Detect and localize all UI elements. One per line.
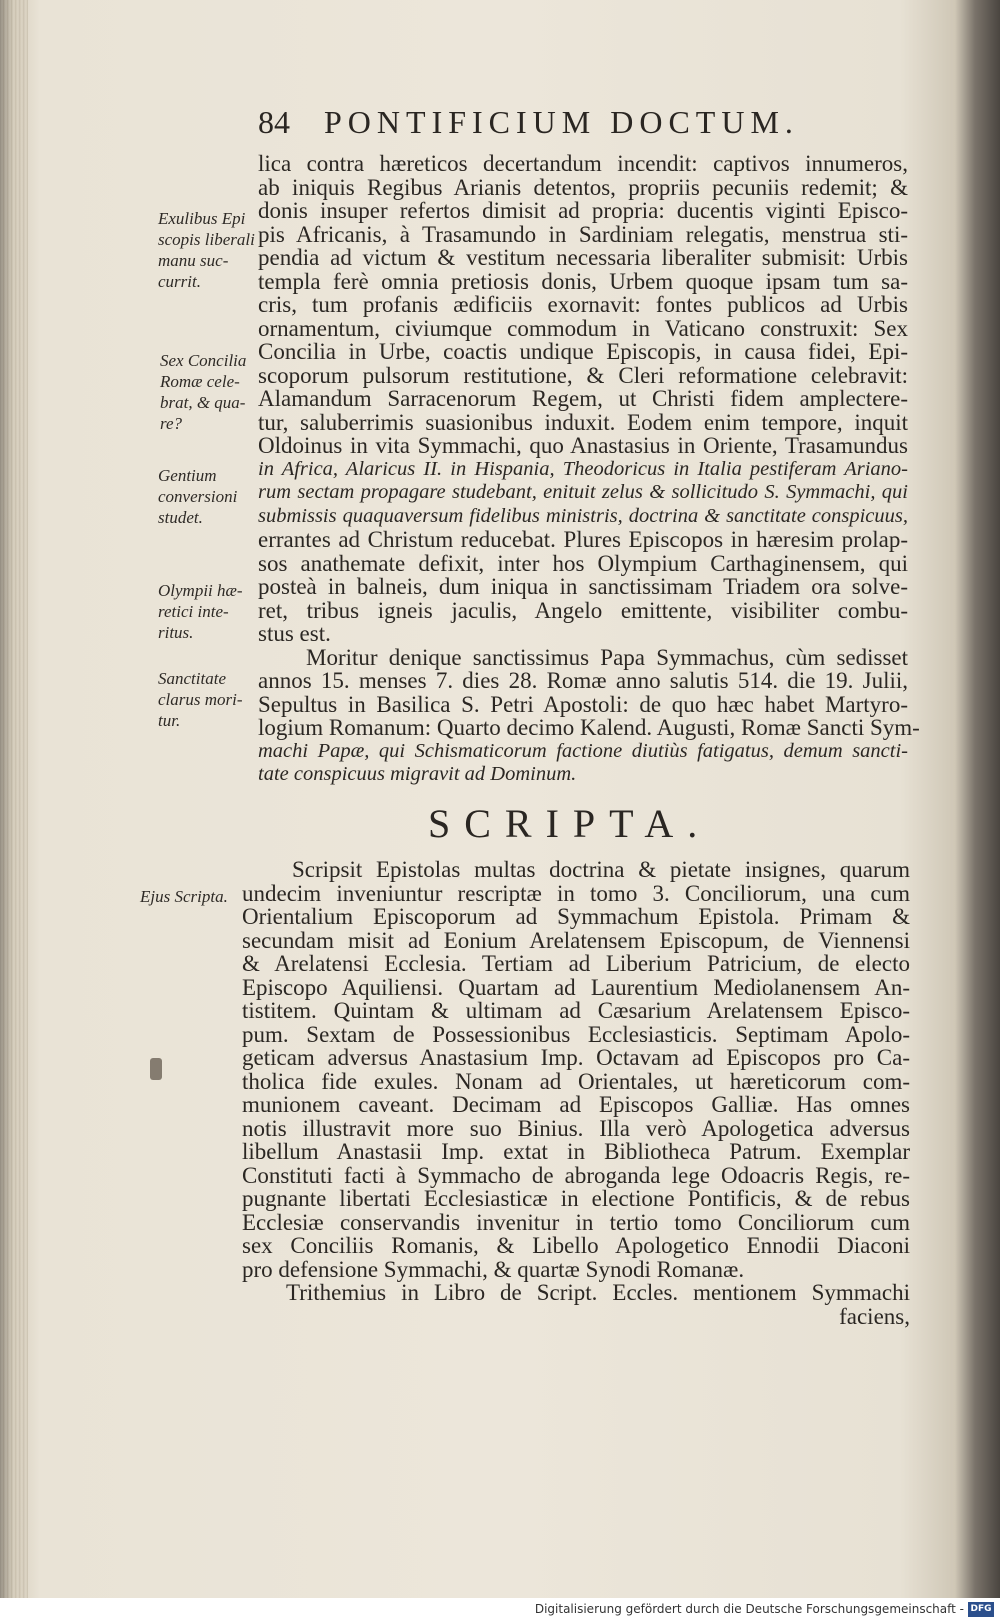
body-line: pum. Sextam de Possessionibus Ecclesiasticis. Septimam Apolo-: [242, 1021, 910, 1047]
body-line: in Africa, Alaricus II. in Hispania, Theodoricus in Italia pestiferam Ariano-: [258, 457, 908, 480]
margin-note-line: re?: [160, 414, 183, 433]
body-line: machi Papæ, qui Schismaticorum factione diutiùs fatigatus, demum sancti-: [258, 739, 908, 762]
margin-note-line: Romæ cele-: [160, 372, 240, 391]
body-line: posteà in balneis, dum iniqua in sanctissimam Triadem ora solve-: [258, 574, 908, 599]
body-line: ret, tribus igneis jaculis, Angelo emittente, visibiliter combu-: [258, 597, 908, 623]
body-line: Episcopo Aquiliensi. Quartam ad Laurentium Mediolanensem An-: [242, 974, 910, 1000]
margin-note-line: tur.: [158, 711, 181, 730]
margin-note-gentium: [158, 465, 237, 528]
margin-note-sanctitate: [158, 668, 243, 731]
body-line: munionem caveant. Decimam ad Episcopos Galliæ. Has omnes: [242, 1092, 910, 1117]
body-line: lica contra hæreticos decertandum incendit: captivos innumeros,: [258, 151, 908, 176]
body-line: pendia ad victum & vestitum necessaria liberaliter submisit: Urbis: [258, 245, 908, 270]
margin-note-line: Sex Concilia: [160, 351, 247, 370]
body-line: geticam adversus Anastasium Imp. Octavam ad Episcopos pro Ca-: [242, 1045, 910, 1070]
body-line: faciens,: [839, 1303, 910, 1329]
body-line: errantes ad Christum reducebat. Plures Episcopos in hæresim prolap-: [258, 527, 908, 552]
ink-stain: [150, 1058, 162, 1080]
margin-note-line: retici inte-: [158, 602, 229, 621]
margin-note-line: Exulibus Epi: [158, 209, 246, 228]
body-line: Sepultus in Basilica S. Petri Apostoli: de quo hæc habet Martyro-: [258, 691, 908, 717]
running-title: PONTIFICIUM DOCTUM.: [324, 104, 799, 140]
body-line: Trithemius in Libro de Script. Eccles. mentionem Symmachi: [286, 1280, 910, 1305]
body-line: tate conspicuus migravit ad Dominum.: [258, 763, 577, 785]
margin-note-line: conversioni: [158, 487, 238, 506]
margin-note-line: studet.: [158, 508, 203, 527]
margin-note-concilia: [160, 350, 246, 434]
body-line: Orientalium Episcoporum ad Symmachum Epistola. Primam &: [242, 904, 910, 929]
margin-note-line: Gentium: [158, 466, 217, 485]
body-text-part2: [242, 858, 910, 1328]
body-line: cris, tum profanis ædificiis exornavit: fontes publicos ad Urbis: [258, 292, 908, 317]
body-line: ab iniquis Regibus Arianis detentos, propriis pecuniis redemit; &: [258, 174, 908, 200]
margin-note-line: clarus mori-: [158, 690, 243, 709]
margin-note-line: brat, & qua-: [160, 393, 246, 412]
dfg-logo-icon: DFG: [968, 1602, 994, 1617]
body-line: stus est.: [258, 621, 331, 646]
body-line: sos anathemate defixit, inter hos Olympium Carthaginensem, qui: [258, 550, 908, 576]
body-line: Ecclesiæ conservandis invenitur in tertio tomo Conciliorum cum: [242, 1209, 910, 1235]
body-line: Moritur denique sanctissimus Papa Symmachus, cùm sedisset: [306, 644, 908, 670]
margin-note-line: scopis liberali: [158, 230, 255, 249]
body-line: rum sectam propagare studebant, enituit zelus & sollicitudo S. Symmachi, qui: [258, 481, 908, 503]
body-line: secundam misit ad Eonium Arelatensem Episcopum, de Viennensi: [242, 927, 910, 953]
margin-note-line: ritus.: [158, 623, 194, 642]
margin-note-line: Ejus Scripta.: [140, 887, 228, 906]
body-line: Scripsit Epistolas multas doctrina & pietate insignes, quarum: [292, 857, 910, 882]
margin-note-scripta: [140, 886, 228, 907]
section-title: SCRIPTA.: [428, 801, 712, 846]
margin-note-olympii: [158, 580, 243, 643]
body-line: scoporum pulsorum restitutione, & Cleri reformatione celebravit:: [258, 362, 908, 388]
body-text-part1: [258, 151, 920, 787]
digitization-footer: [0, 1598, 1000, 1622]
body-line: & Arelatensi Ecclesia. Tertiam ad Liberium Patricium, de electo: [242, 951, 910, 976]
body-line: libellum Anastasii Imp. extat in Bibliotheca Patrum. Exemplar: [242, 1139, 910, 1164]
body-line: notis illustravit more suo Binius. Illa verò Apologetica adversus: [242, 1115, 910, 1141]
body-line: undecim inveniuntur rescriptæ in tomo 3. Conciliorum, una cum: [242, 880, 910, 906]
footer-text: Digitalisierung gefördert durch die Deutsche Forschungsgemeinschaft -: [534, 1602, 964, 1616]
margin-note-line: Olympii hæ-: [158, 581, 243, 600]
body-line: logium Romanum: Quarto decimo Kalend. Augusti, Romæ Sancti Sym-: [258, 715, 920, 740]
margin-note-line: Sanctitate: [158, 669, 226, 688]
body-line: Oldoinus in vita Symmachi, quo Anastasius in Oriente, Trasamundus: [258, 433, 908, 458]
body-line: submissis quaquaversum fidelibus ministris, doctrina & sanctitate conspicuus,: [258, 504, 908, 527]
running-header: [258, 104, 838, 144]
body-line: sex Conciliis Romanis, & Libello Apologetico Ennodii Diaconi: [242, 1233, 910, 1258]
body-line: pugnante libertati Ecclesiasticæ in electione Pontificis, & de rebus: [242, 1186, 910, 1211]
body-line: Constituti facti à Symmacho de abroganda lege Odoacris Regis, re-: [242, 1162, 910, 1188]
book-binding: [0, 0, 28, 1600]
page-number: 84: [258, 104, 290, 140]
body-line: tistitem. Quintam & ultimam ad Cæsarium Arelatensem Episco-: [242, 998, 910, 1023]
margin-note-exulibus: [158, 208, 255, 292]
body-line: ornamentum, civiumque commodum in Vaticano construxit: Sex: [258, 315, 908, 341]
body-line: tur, saluberrimis suasionibus induxit. Eodem enim tempore, inquit: [258, 409, 908, 435]
body-line: tholica fide exules. Nonam ad Orientales, ut hæreticorum com-: [242, 1068, 910, 1094]
margin-note-line: currit.: [158, 272, 201, 291]
body-line: annos 15. menses 7. dies 28. Romæ anno salutis 514. die 19. Julii,: [258, 668, 908, 693]
body-line: donis insuper refertos dimisit ad propria: ducentis viginti Episco-: [258, 198, 908, 223]
body-line: pis Africanis, à Trasamundo in Sardiniam relegatis, menstrua sti-: [258, 221, 908, 247]
body-line: templa ferè omnia pretiosis donis, Urbem quoque ipsam tum sa-: [258, 268, 908, 294]
body-line: pro defensione Symmachi, & quartæ Synodi Romanæ.: [242, 1256, 745, 1282]
body-line: Concilia in Urbe, coactis undique Episcopis, in causa fidei, Epi-: [258, 339, 908, 364]
margin-note-line: manu suc-: [158, 251, 229, 270]
body-line: Alamandum Sarracenorum Regem, ut Christi fidem amplectere-: [258, 386, 908, 411]
